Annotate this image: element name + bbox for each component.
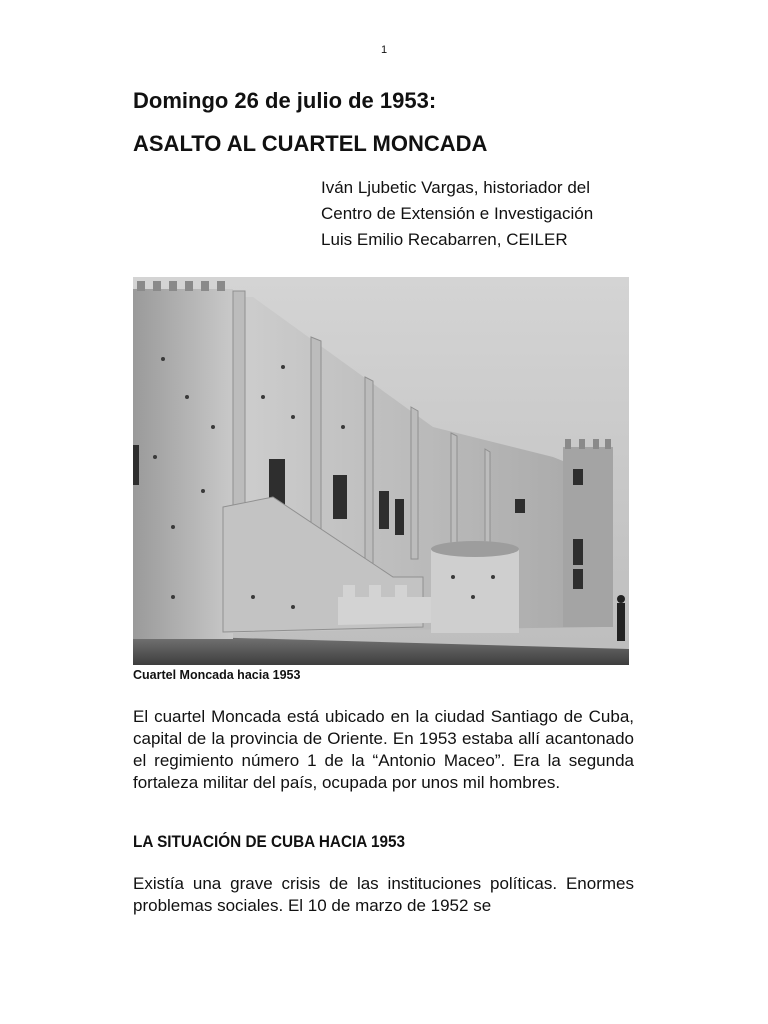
document-main-title: ASALTO AL CUARTEL MONCADA bbox=[133, 131, 488, 156]
byline-line-2: Centro de Extensión e Investigación bbox=[321, 204, 594, 223]
document-date-title: Domingo 26 de julio de 1953: bbox=[133, 88, 437, 113]
moncada-barracks-photo bbox=[133, 277, 629, 665]
author-byline bbox=[321, 175, 593, 253]
page-number: 1 bbox=[380, 44, 388, 56]
byline-line-1: Iván Ljubetic Vargas, historiador del bbox=[321, 178, 591, 197]
photo-icon bbox=[133, 277, 629, 665]
body-paragraph-1: El cuartel Moncada está ubicado en la ciudad Santiago de Cuba, capital de la provincia de Oriente. En 1953 estaba allí acantonado el regimiento número 1 de la “Antonio Maceo”. Era la segunda fortaleza militar del país, ocupada por unos mil hombres. bbox=[133, 707, 634, 792]
section-heading: LA SITUACIÓN DE CUBA HACIA 1953 bbox=[133, 832, 406, 851]
byline-line-3: Luis Emilio Recabarren, CEILER bbox=[321, 230, 568, 249]
photo-caption: Cuartel Moncada hacia 1953 bbox=[133, 668, 301, 682]
body-paragraph-2: Existía una grave crisis de las instituciones políticas. Enormes problemas sociales. El 10 de marzo de 1952 se bbox=[133, 874, 634, 915]
